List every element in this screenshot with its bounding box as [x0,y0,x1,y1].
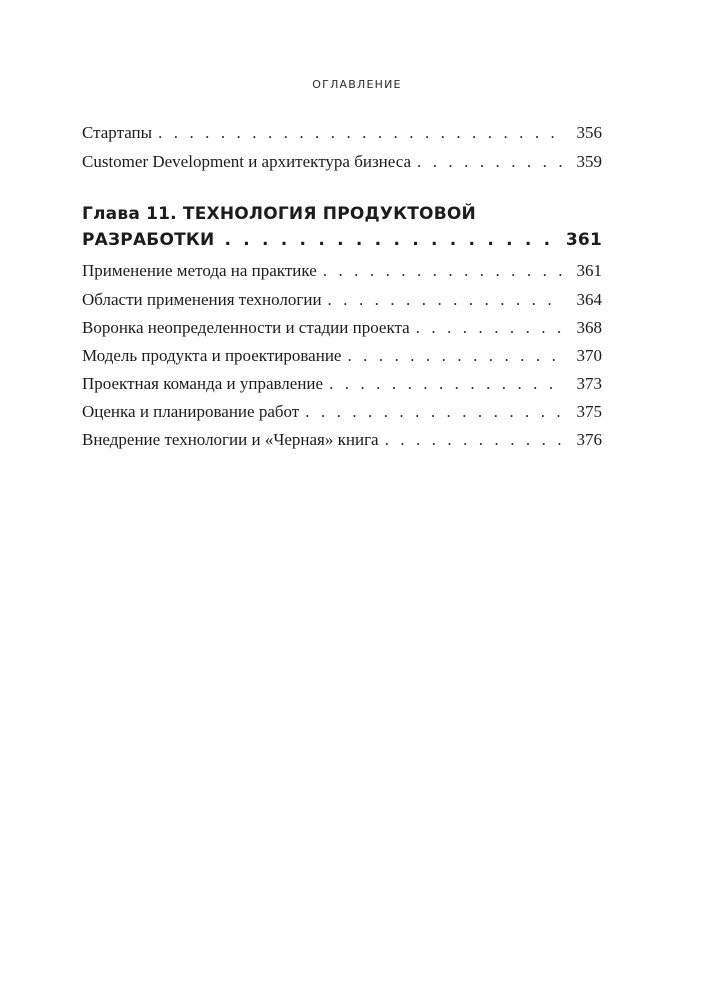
dot-leader [417,151,564,173]
running-head: ОГЛАВЛЕНИЕ [312,78,402,91]
toc-entry-page: 375 [576,402,602,421]
toc-entry-title: Внедрение технологии и «Черная» книга [82,430,379,449]
toc-entry-page: 370 [576,346,602,365]
toc-entry[interactable] [82,289,602,311]
dot-leader [158,122,564,144]
chapter-title-line1: Глава 11. ТЕХНОЛОГИЯ ПРОДУКТОВОЙ [82,204,476,224]
toc-entry[interactable] [82,373,602,395]
toc-entry[interactable] [82,260,602,282]
toc-entry-page: 373 [576,374,602,393]
toc-entry[interactable] [82,429,602,451]
toc-entry-title: Применение метода на практике [82,261,317,280]
toc-entry-title: Оценка и планирование работ [82,402,300,421]
toc-entry-title: Модель продукта и проектирование [82,346,342,365]
dot-leader [347,345,564,367]
toc-entry-page: 361 [576,261,602,280]
toc-entry-page: 376 [576,430,602,449]
dot-leader [329,373,564,395]
dot-leader [385,429,564,451]
toc-entry-page: 368 [576,318,602,337]
toc-entry[interactable] [82,317,602,339]
toc-entry-title: Customer Development и архитектура бизнеса [82,152,412,171]
toc-entry[interactable] [82,122,602,144]
dot-leader [328,289,564,311]
toc-entry-page: 356 [576,123,602,142]
chapter-title-line2: РАЗРАБОТКИ [82,230,215,250]
toc-entry[interactable] [82,401,602,423]
toc-entry-title: Стартапы [82,123,153,142]
dot-leader [323,260,564,282]
toc-entry-title: Области применения технологии [82,290,322,309]
toc-entry-title: Проектная команда и управление [82,374,324,393]
toc-entry-title: Воронка неопределенности и стадии проекта [82,318,410,337]
toc-entry[interactable] [82,151,602,173]
chapter-title-line2-row [82,230,602,250]
toc-entry-page: 359 [576,152,602,171]
chapter-page: 361 [565,230,602,250]
dot-leader [416,317,564,339]
toc-entry[interactable] [82,345,602,367]
toc-entry-page: 364 [576,290,602,309]
dot-leader [224,230,555,250]
dot-leader [305,401,564,423]
